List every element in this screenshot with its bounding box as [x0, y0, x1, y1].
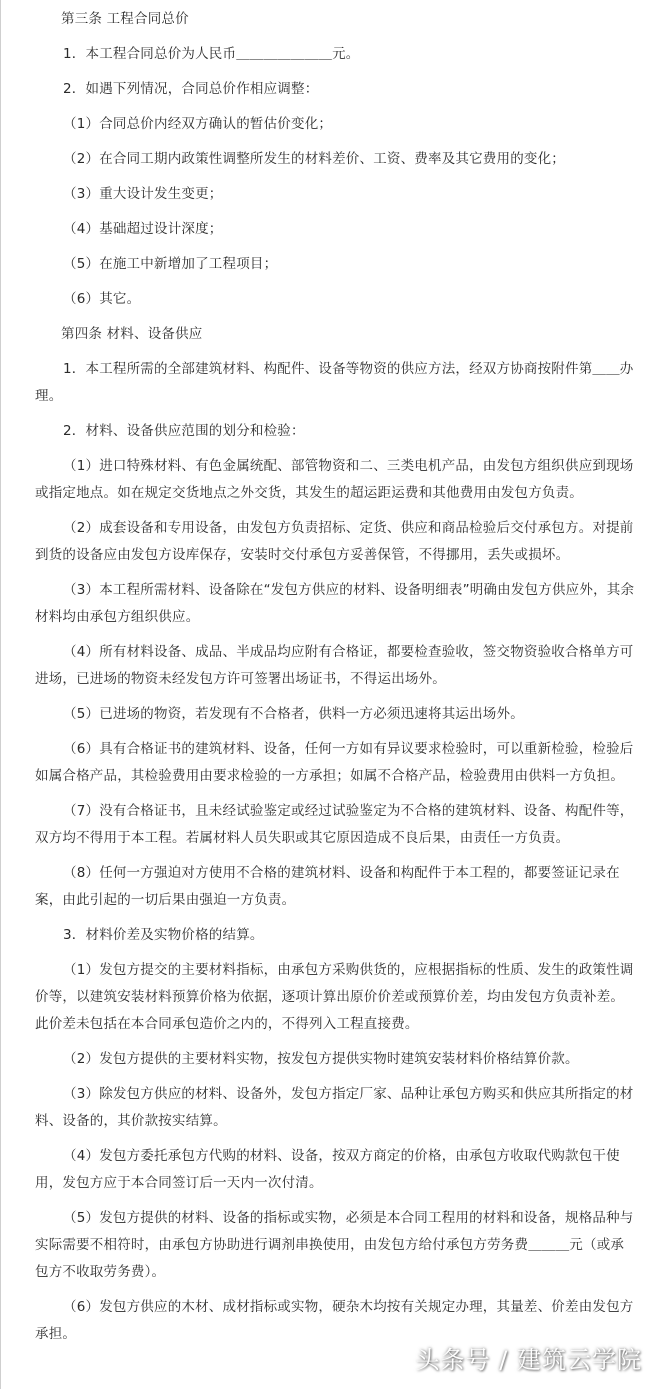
section-4-heading: 第四条 材料、设备供应 [61, 326, 203, 342]
section-3-item-5: （5）在施工中新增加了工程项目； [63, 256, 278, 272]
section-4-2-item-3: （3）本工程所需材料、设备除在“发包方供应的材料、设备明细表”明确由发包方供应外，其余材料均由承包方组织供应。 [35, 582, 635, 625]
section-3-clause-2: 2．如遇下列情况，合同总价作相应调整： [63, 81, 319, 97]
section-3-item-2: （2）在合同工期内政策性调整所发生的材料差价、工资、费率及其它费用的变化； [63, 151, 565, 167]
section-4-2-item-4: （4）所有材料设备、成品、半成品均应附有合格证，都要检查验收，签交物资验收合格单方可进场，已进场的物资未经发包方许可签署出场证书，不得运出场外。 [35, 644, 634, 687]
section-4-2-item-1: （1）进口特殊材料、有色金属统配、部管物资和二、三类电机产品，由发包方组织供应到现场或指定地点。如在规定交货地点之外交货，其发生的超运距运费和其他费用由发包方负责。 [35, 458, 634, 501]
section-4-3-item-5: （5）发包方提供的材料、设备的指标或实物，必须是本合同工程用的材料和设备，规格品种与实际需要不相符时，由承包方协助进行调剂串换使用，由发包方给付承包方劳务费＿＿＿元（或承包方不收取劳务费）。 [35, 1210, 634, 1280]
section-4-3-item-1: （1）发包方提交的主要材料指标，由承包方采购供货的，应根据指标的性质、发生的政策性调价等，以建筑安装材料预算价格为依据，逐项计算出原价价差或预算价差，均由发包方负责补差。此价差未包括在本合同承包造价之内的，不得列入工程直接费。 [35, 962, 634, 1032]
section-4-clause-2: 2．材料、设备供应范围的划分和检验： [63, 423, 305, 439]
section-4-2-item-5: （5）已进场的物资，若发现有不合格者，供料一方必须迅速将其运出场外。 [63, 706, 524, 722]
contract-document [1, 0, 664, 1348]
section-3-item-4: （4）基础超过设计深度； [63, 221, 223, 237]
section-4-2-item-7: （7）没有合格证书，且未经试验鉴定或经过试验鉴定为不合格的建筑材料、设备、构配件等，双方均不得用于本工程。若属材料人员失职或其它原因造成不良后果，由责任一方负责。 [35, 803, 634, 846]
section-4-3-item-4: （4）发包方委托承包方代购的材料、设备，按双方商定的价格，由承包方收取代购款包干使用，发包方应于本合同签订后一天内一次付清。 [35, 1148, 620, 1191]
section-4-3-item-2: （2）发包方提供的主要材料实物，按发包方提供实物时建筑安装材料价格结算价款。 [63, 1051, 579, 1067]
section-4-3-item-3: （3）除发包方供应的材料、设备外，发包方指定厂家、品种让承包方购买和供应其所指定的材料、设备的，其价款按实结算。 [35, 1086, 634, 1129]
watermark: 头条号 / 建筑云学院 [415, 1346, 642, 1374]
section-4-2-item-8: （8）任何一方强迫对方使用不合格的建筑材料、设备和构配件于本工程的，都要签证记录在案，由此引起的一切后果由强迫一方负责。 [35, 865, 620, 908]
section-3-heading: 第三条 工程合同总价 [61, 11, 189, 27]
section-3-item-1: （1）合同总价内经双方确认的暂估价变化； [63, 116, 333, 132]
section-3-item-3: （3）重大设计发生变更； [63, 186, 223, 202]
section-3-clause-1: 1．本工程合同总价为人民币＿＿＿＿＿＿＿元。 [63, 46, 360, 62]
section-4-2-item-2: （2）成套设备和专用设备，由发包方负责招标、定货、供应和商品检验后交付承包方。对提前到货的设备应由发包方设库保存，安装时交付承包方妥善保管，不得挪用，丢失或损坏。 [35, 520, 634, 563]
section-4-2-item-6: （6）具有合格证书的建筑材料、设备，任何一方如有异议要求检验时，可以重新检验，检验后如属合格产品，其检验费用由要求检验的一方承担；如属不合格产品，检验费用由供料一方负担。 [35, 741, 634, 784]
section-4-3-item-6: （6）发包方供应的木材、成材指标或实物，硬杂木均按有关规定办理，其量差、价差由发包方承担。 [35, 1299, 634, 1342]
section-4-clause-1: 1．本工程所需的全部建筑材料、构配件、设备等物资的供应方法，经双方协商按附件第＿＿办理。 [35, 361, 634, 404]
section-4-clause-3: 3．材料价差及实物价格的结算。 [63, 927, 264, 943]
section-3-item-6: （6）其它。 [63, 291, 141, 307]
